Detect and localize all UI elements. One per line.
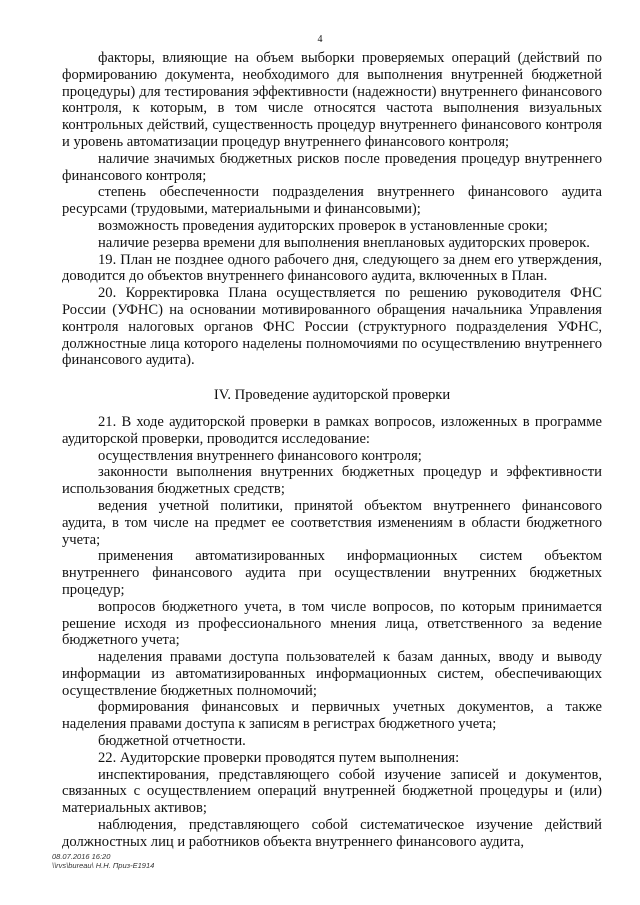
list-item-inspection: инспектирования, представляющего собой изучение записей и документов, связанных с осуществлением операций внутренней бюджетной процедуры и (или) материальных активов; [62,766,602,817]
paragraph-time-reserve: наличие резерва времени для выполнения внеплановых аудиторских проверок. [98,234,590,251]
section-heading: IV. Проведение аудиторской проверки [213,387,451,404]
paragraph-22: 22. Аудиторские проверки проводятся путем выполнения: [98,749,460,766]
list-item-legality: законности выполнения внутренних бюджетных процедур и эффективности использования бюджетных средств; [62,464,602,498]
paragraph-budget-risks: наличие значимых бюджетных рисков после проведения процедур внутреннего финансового контроля; [62,150,602,184]
paragraph-factors: факторы, влияющие на объем выборки проверяемых операций (действий по формированию документа, необходимого для выполнения внутренней бюджетной процедуры) для тестирования эффективности (надежности) внутреннего финансового контроля, к которым, в том числе относятся частота выполнения визуальных контрольных действий, существенность процедур внутреннего финансового контроля и уровень автоматизации процедур внутреннего финансового контроля; [62,50,602,150]
list-item-reporting: бюджетной отчетности. [98,733,246,750]
list-item-budget-accounting: вопросов бюджетного учета, в том числе вопросов, по которым принимается решение исходя из профессионального мнения лица, ответственного за ведение бюджетного учета; [62,598,602,649]
paragraph-19: 19. План не позднее одного рабочего дня, следующего за днем его утверждения, доводится до объектов внутреннего финансового аудита, включенных в План. [62,251,602,285]
document-footer [52,853,154,870]
paragraph-resources: степень обеспеченности подразделения внутреннего финансового аудита ресурсами (трудовыми, материальными и финансовыми); [62,184,602,218]
list-item-observation: наблюдения, представляющего собой систематическое изучение действий должностных лиц и работников объекта внутреннего финансового аудита, [62,817,602,850]
footer-timestamp: 08.07.2016 16:20 [52,852,111,861]
paragraph-possibility: возможность проведения аудиторских проверок в установленные сроки; [98,217,548,234]
footer-path: \\rvs\bureau\ Н.Н. Приз-E1914 [52,860,155,870]
list-item-internal-control: осуществления внутреннего финансового контроля; [98,447,422,464]
list-item-automated-systems: применения автоматизированных информационных систем объектом внутреннего финансового аудита при осуществлении внутренних бюджетных процедур; [62,548,602,598]
document-body [62,50,602,851]
page-number: 4 [317,34,323,45]
list-item-documents: формирования финансовых и первичных учетных документов, а также наделения правами доступа к записям в регистрах бюджетного учета; [62,699,602,733]
list-item-accounting-policy: ведения учетной политики, принятой объектом внутреннего финансового аудита, в том числе на предмет ее соответствия изменениям в области бюджетного учета; [62,497,602,548]
paragraph-21: 21. В ходе аудиторской проверки в рамках вопросов, изложенных в программе аудиторской проверки, проводится исследование: [62,413,602,447]
list-item-access-rights: наделения правами доступа пользователей к базам данных, вводу и выводу информации из автоматизированных информационных систем, обеспечивающих осуществление бюджетных полномочий; [62,649,602,699]
paragraph-20: 20. Корректировка Плана осуществляется по решению руководителя ФНС России (УФНС) на основании мотивированного обращения начальника Управления контроля налоговых органов ФНС России (структурного подразделения УФНС, должностные лица которого наделены полномочиями по осуществлению внутреннего финансового аудита). [62,285,602,369]
